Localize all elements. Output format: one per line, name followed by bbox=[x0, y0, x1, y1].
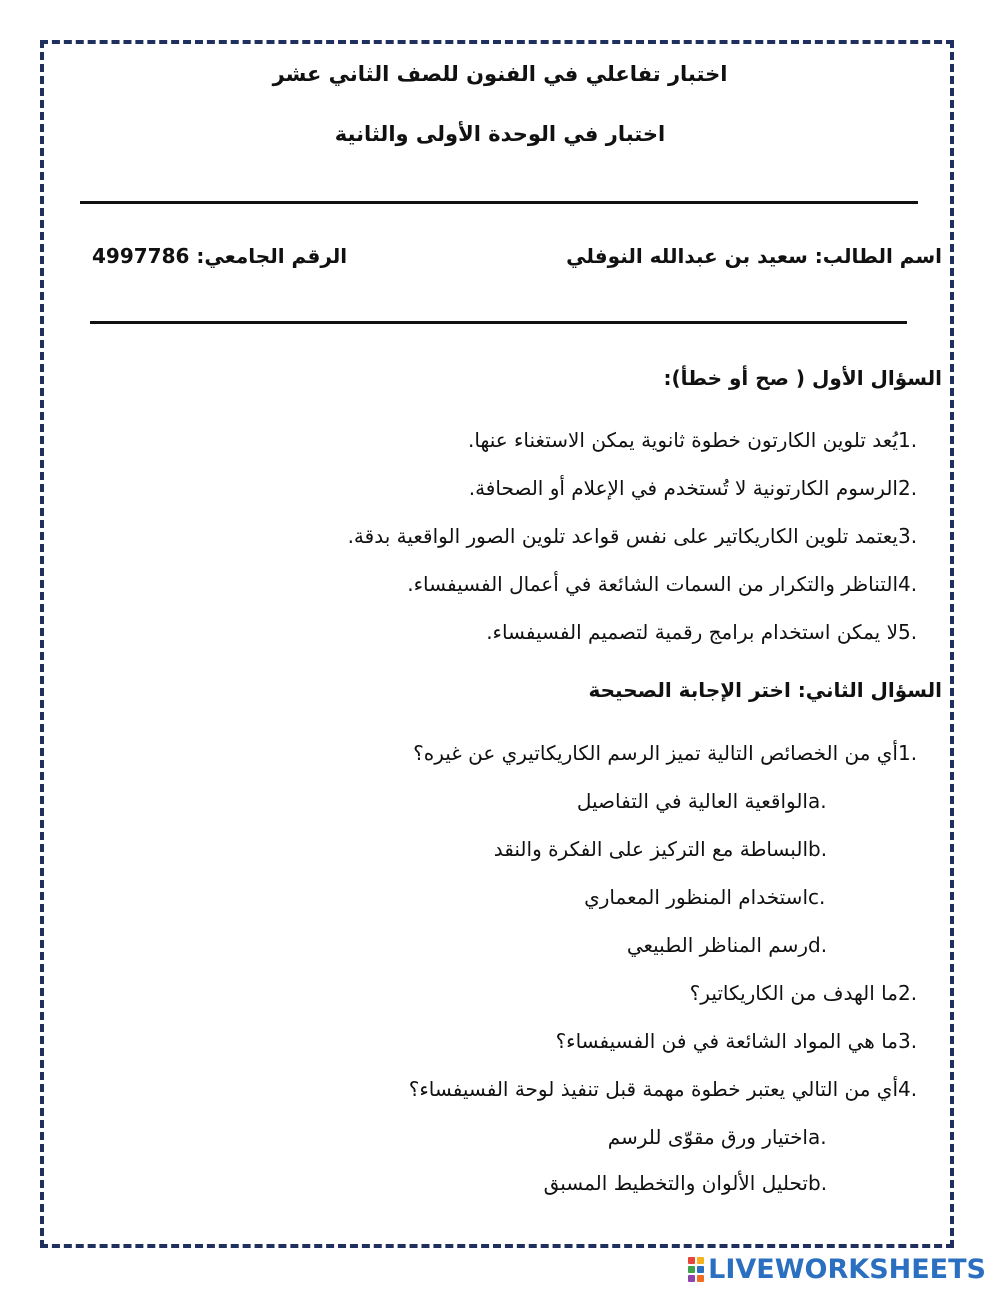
q2-option[interactable] bbox=[577, 789, 850, 813]
q2-question-number: 3. bbox=[898, 1029, 918, 1053]
q2-question bbox=[413, 741, 940, 765]
q1-item-number: 5. bbox=[898, 620, 918, 644]
q1-item bbox=[469, 476, 940, 500]
q1-item-number: 3. bbox=[898, 524, 918, 548]
q1-item-text: يُعد تلوين الكارتون خطوة ثانوية يمكن الاستغناء عنها. bbox=[468, 428, 898, 452]
liveworksheets-logo[interactable] bbox=[688, 1254, 986, 1285]
q2-question-number: 1. bbox=[898, 741, 918, 765]
divider-bottom bbox=[90, 321, 907, 324]
q2-option-text: الواقعية العالية في التفاصيل bbox=[576, 789, 808, 813]
logo-text: LIVEWORKSHEETS bbox=[708, 1254, 986, 1285]
q2-option[interactable] bbox=[544, 1171, 850, 1195]
q2-question bbox=[556, 1029, 940, 1053]
q2-question-number: 4. bbox=[898, 1077, 918, 1101]
page-subtitle: اختبار في الوحدة الأولى والثانية bbox=[334, 122, 666, 146]
q1-item-text: الرسوم الكارتونية لا تُستخدم في الإعلام أو الصحافة. bbox=[468, 476, 898, 500]
q1-item bbox=[486, 620, 940, 644]
q1-item-number: 4. bbox=[898, 572, 918, 596]
q1-item bbox=[468, 428, 940, 452]
q2-option[interactable] bbox=[584, 885, 850, 909]
q2-question-text: أي من التالي يعتبر خطوة مهمة قبل تنفيذ لوحة الفسيفساء؟ bbox=[408, 1077, 898, 1101]
dashed-frame bbox=[40, 40, 954, 1248]
student-id: الرقم الجامعي: 4997786 bbox=[92, 244, 348, 268]
page-title: اختبار تفاعلي في الفنون للصف الثاني عشر bbox=[272, 62, 728, 86]
q2-option[interactable] bbox=[608, 1125, 850, 1149]
student-name: اسم الطالب: سعيد بن عبدالله النوفلي bbox=[566, 244, 942, 268]
q2-question-text: ما هي المواد الشائعة في فن الفسيفساء؟ bbox=[555, 1029, 898, 1053]
q2-heading: السؤال الثاني: اختر الإجابة الصحيحة bbox=[588, 678, 942, 702]
q1-item-number: 2. bbox=[898, 476, 918, 500]
q2-option-text: تحليل الألوان والتخطيط المسبق bbox=[543, 1171, 808, 1195]
logo-grid-icon bbox=[688, 1257, 704, 1282]
q1-item bbox=[407, 572, 940, 596]
q2-option-text: البساطة مع التركيز على الفكرة والنقد bbox=[493, 837, 808, 861]
divider-top bbox=[80, 201, 918, 204]
q2-question-text: ما الهدف من الكاريكاتير؟ bbox=[689, 981, 898, 1005]
q2-option-text: استخدام المنظور المعماري bbox=[584, 885, 808, 909]
q2-option-letter: b. bbox=[808, 1171, 828, 1195]
q2-option-letter: a. bbox=[808, 1125, 827, 1149]
q2-option[interactable] bbox=[494, 837, 850, 861]
q1-item-text: لا يمكن استخدام برامج رقمية لتصميم الفسيفساء. bbox=[486, 620, 898, 644]
q1-heading: السؤال الأول ( صح أو خطأ): bbox=[663, 366, 942, 390]
q2-question bbox=[690, 981, 940, 1005]
q2-option[interactable] bbox=[627, 933, 850, 957]
q2-question-number: 2. bbox=[898, 981, 918, 1005]
q1-item-text: يعتمد تلوين الكاريكاتير على نفس قواعد تلوين الصور الواقعية بدقة. bbox=[347, 524, 898, 548]
q2-option-text: اختيار ورق مقوّى للرسم bbox=[607, 1125, 808, 1149]
q2-option-letter: c. bbox=[808, 885, 826, 909]
q2-option-letter: b. bbox=[808, 837, 828, 861]
q2-option-letter: d. bbox=[808, 933, 828, 957]
q2-option-letter: a. bbox=[808, 789, 827, 813]
q1-item bbox=[348, 524, 940, 548]
q2-option-text: رسم المناظر الطبيعي bbox=[626, 933, 808, 957]
q1-item-number: 1. bbox=[898, 428, 918, 452]
q1-item-text: التناظر والتكرار من السمات الشائعة في أعمال الفسيفساء. bbox=[407, 572, 898, 596]
q2-question-text: أي من الخصائص التالية تميز الرسم الكاريكاتيري عن غيره؟ bbox=[413, 741, 898, 765]
q2-question bbox=[409, 1077, 940, 1101]
